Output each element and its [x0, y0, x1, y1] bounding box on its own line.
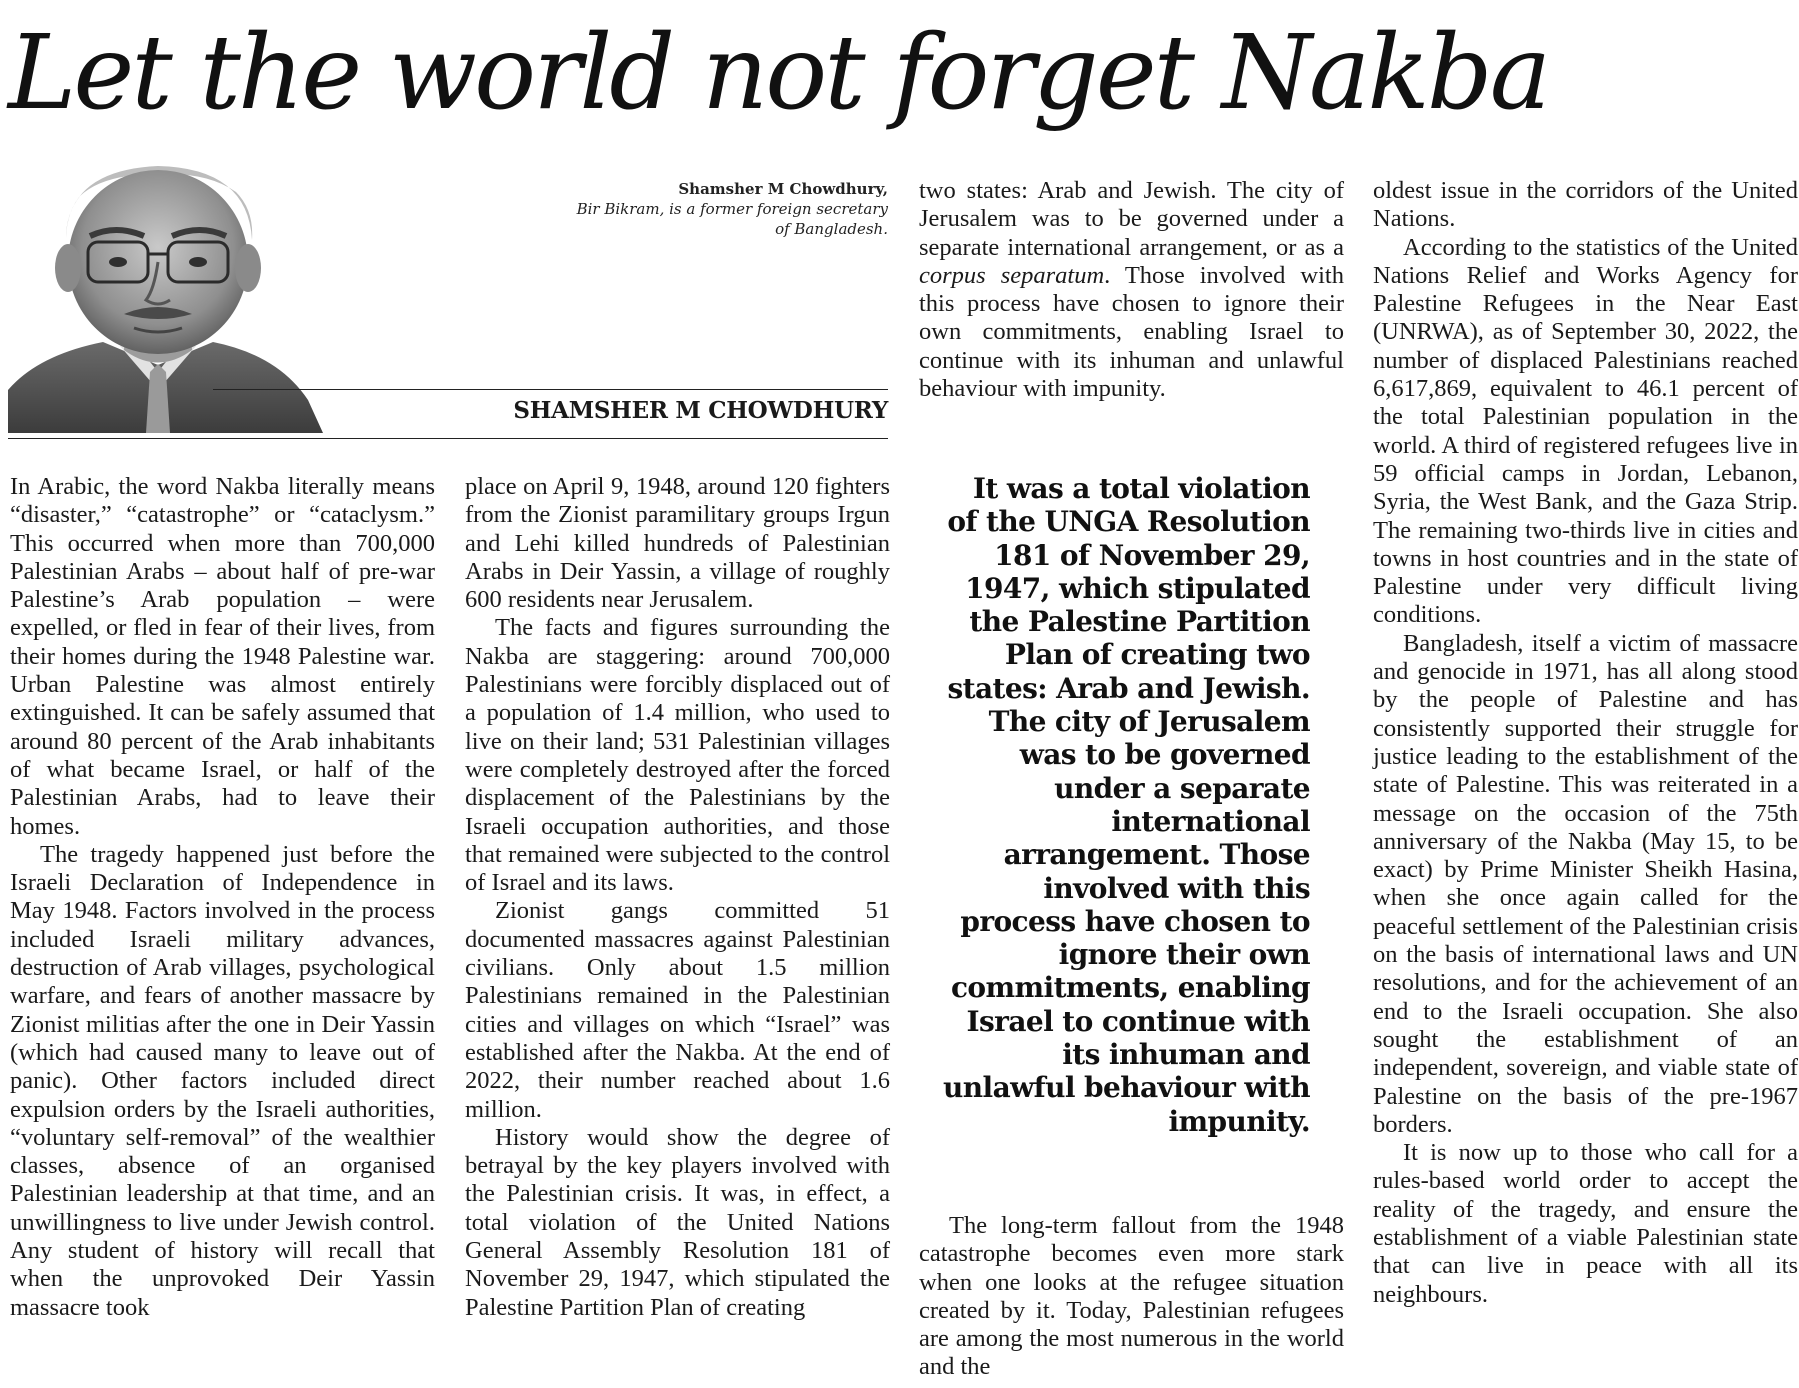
pull-quote: It was a total violation of the UNGA Resolution 181 of November 29, 1947, which stipulated the Palestine Partition Plan of creating two states: Arab and Jewish. The city of Jerusalem was to be governed under a separate international arrangement. Those involved with this process have chosen to ignore their own commitments, enabling Israel to continue with its inhuman and unlawful behaviour with impunity. [943, 472, 1310, 1138]
paragraph: oldest issue in the corridors of the United Nations. [1373, 177, 1798, 233]
bio-description: Bir Bikram, is a former foreign secretary of Bangladesh. [576, 200, 888, 238]
column-2 [465, 473, 890, 1322]
column-4 [1373, 177, 1798, 1309]
byline-rule-bottom [8, 438, 888, 439]
bio-name: Shamsher M Chowdhury, [678, 180, 888, 198]
text-run: two states: Arab and Jewish. The city of Jerusalem was to be governed under a separate international arrangement, or as a [919, 177, 1344, 261]
byline: SHAMSHER M CHOWDHURY [513, 397, 888, 424]
paragraph: The tragedy happened just before the Israeli Declaration of Independence in May 1948. Factors involved in the process included Israeli military advances, destruction of Arab villages, psychological warfare, and fears of another massacre by Zionist militias after the one in Deir Yassin (which had caused many to leave out of panic). Other factors included direct expulsion orders by the Israeli authorities, “voluntary self-removal” of the wealthier classes, absence of an organised Palestinian leadership at that time, and an unwillingness to live under Jewish control. Any student of history will recall that when the unprovoked Deir Yassin massacre took [10, 840, 435, 1321]
paragraph: According to the statistics of the United Nations Relief and Works Agency for Palestine Refugees in the Near East (UNRWA), as of September 30, 2022, the number of displaced Palestinians reached 6,617,869, equivalent to 46.1 percent of the total Palestinian population in the world. A third of registered refugees live in 59 official camps in Jordan, Lebanon, Syria, the West Bank, and the Gaza Strip. The remaining two-thirds live in cities and towns in host countries and in the state of Palestine under very difficult living conditions. [1373, 233, 1798, 629]
paragraph [919, 177, 1344, 403]
paragraph: The long-term fallout from the 1948 catastrophe becomes even more stark when one looks at the refugee situation created by it. Today, Palestinian refugees are among the most numerous in the world and the [919, 1212, 1344, 1381]
column-3-top [919, 177, 1344, 403]
byline-rule-top [213, 389, 888, 390]
text-run: . Those involved with this process have chosen to ignore their own commitments, enabling Israel to continue with its inhuman and unlawful behaviour with impunity. [919, 261, 1344, 403]
italic-term: corpus separatum [919, 261, 1105, 289]
headline: Let the world not forget Nakba [8, 13, 1549, 133]
column-1 [10, 473, 435, 1322]
paragraph: The facts and figures surrounding the Nakba are staggering: around 700,000 Palestinians were forcibly displaced out of a population of 1.4 million, who used to live on their land; 531 Palestinian villages were completely destroyed after the forced displacement of the Palestinians by the Israeli occupation authorities, and those that remained were subjected to the control of Israel and its laws. [465, 614, 890, 897]
paragraph: place on April 9, 1948, around 120 fighters from the Zionist paramilitary groups Irgun and Lehi killed hundreds of Palestinian Arabs in Deir Yassin, a village of roughly 600 residents near Jerusalem. [465, 473, 890, 614]
author-photo [8, 150, 323, 433]
paragraph: Zionist gangs committed 51 documented massacres against Palestinian civilians. Only about 1.5 million Palestinians remained in the Palestinian cities and villages on which “Israel” was established after the Nakba. At the end of 2022, their number reached about 1.6 million. [465, 897, 890, 1123]
paragraph: In Arabic, the word Nakba literally means “disaster,” “catastrophe” or “cataclysm.” This occurred when more than 700,000 Palestinian Arabs – about half of pre-war Palestine’s Arab population – were expelled, or fled in fear of their lives, from their homes during the 1948 Palestine war. Urban Palestine was almost entirely extinguished. It can be safely assumed that around 80 percent of the Arab inhabitants of what became Israel, or half of the Palestinian Arabs, had to leave their homes. [10, 473, 435, 840]
paragraph: Bangladesh, itself a victim of massacre and genocide in 1971, has all along stood by the people of Palestine and has consistently supported their struggle for justice leading to the establishment of the state of Palestine. This was reiterated in a message on the occasion of the 75th anniversary of the Nakba (May 15, to be exact) by Prime Minister Sheikh Hasina, when she once again called for the peaceful settlement of the Palestinian crisis on the basis of international laws and UN resolutions, and for the achievement of an end to the Israeli occupation. She also sought the establishment of an independent, sovereign, and viable state of Palestine on the basis of the pre-1967 borders. [1373, 629, 1798, 1138]
column-3-bottom [919, 1212, 1344, 1382]
paragraph: It is now up to those who call for a rules-based world order to accept the reality of the tragedy, and ensure the establishment of a viable Palestinian state that can live in peace with all its neighbours. [1373, 1139, 1798, 1308]
author-bio [570, 179, 888, 239]
paragraph: History would show the degree of betrayal by the key players involved with the Palestinian crisis. It was, in effect, a total violation of the United Nations General Assembly Resolution 181 of November 29, 1947, which stipulated the Palestine Partition Plan of creating [465, 1123, 890, 1321]
